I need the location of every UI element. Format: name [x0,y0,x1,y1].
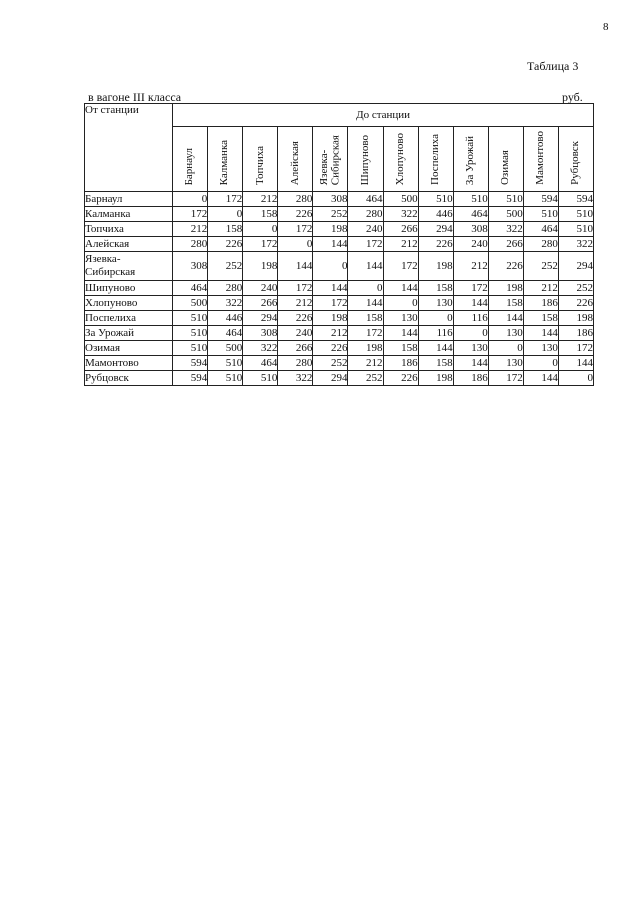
fare-cell: 308 [313,192,348,207]
fare-cell: 510 [453,192,488,207]
fare-cell: 280 [523,237,558,252]
fare-cell: 144 [418,341,453,356]
row-station-label: За Урожай [85,326,173,341]
table-row [85,341,594,356]
fare-cell: 212 [173,222,208,237]
fare-cell: 294 [313,371,348,386]
table-title: Таблица 3 [527,59,579,73]
fare-cell: 172 [558,341,593,356]
fare-cell: 198 [558,311,593,326]
column-header-label: Хлопуново [393,132,406,185]
fare-cell: 0 [453,326,488,341]
fare-cell: 322 [488,222,523,237]
fare-cell: 172 [348,237,383,252]
table-row [85,326,594,341]
fare-cell: 240 [453,237,488,252]
fare-cell: 212 [313,326,348,341]
fare-cell: 130 [383,311,418,326]
fare-cell: 0 [348,281,383,296]
column-header-station [313,127,348,192]
column-header-label: Алейская [288,140,301,185]
fare-cell: 186 [453,371,488,386]
column-header-label: Язевка- Сибирская [317,134,342,185]
fare-cell: 464 [453,207,488,222]
fare-cell: 226 [383,371,418,386]
fare-cell: 186 [558,326,593,341]
row-station-label: Хлопуново [85,296,173,311]
fare-cell: 212 [348,356,383,371]
fare-cell: 198 [313,222,348,237]
page-number: 8 [603,21,609,33]
fare-cell: 510 [173,326,208,341]
fare-cell: 252 [313,207,348,222]
row-station-label: Топчиха [85,222,173,237]
fare-cell: 198 [418,371,453,386]
fare-cell: 172 [243,237,278,252]
fare-cell: 144 [523,371,558,386]
fare-cell: 500 [208,341,243,356]
table-row [85,192,594,207]
fare-cell: 280 [278,192,313,207]
row-station-label: Алейская [85,237,173,252]
fare-cell: 266 [243,296,278,311]
fare-cell: 226 [208,237,243,252]
fare-cell: 594 [173,356,208,371]
fare-cell: 158 [418,281,453,296]
table-caption: в вагоне III класса [88,90,182,104]
fare-cell: 0 [523,356,558,371]
fare-cell: 510 [558,222,593,237]
fare-cell: 144 [278,252,313,281]
fare-cell: 0 [558,371,593,386]
fare-cell: 144 [523,326,558,341]
fare-cell: 116 [418,326,453,341]
fare-cell: 594 [558,192,593,207]
fare-cell: 172 [278,222,313,237]
column-header-station [523,127,558,192]
fare-cell: 130 [523,341,558,356]
fare-cell: 308 [453,222,488,237]
table-row [85,252,594,281]
column-header-label: Барнаул [183,147,196,185]
fare-cell: 158 [348,311,383,326]
fare-cell: 172 [173,207,208,222]
fare-cell: 172 [383,252,418,281]
fare-cell: 510 [208,356,243,371]
column-header-station [173,127,208,192]
row-station-label: Барнаул [85,192,173,207]
fare-cell: 144 [383,326,418,341]
fare-cell: 198 [348,341,383,356]
fare-cell: 594 [173,371,208,386]
fare-cell: 322 [208,296,243,311]
fare-cell: 252 [348,371,383,386]
column-header-label: Рубцовск [569,141,582,185]
fare-cell: 172 [208,192,243,207]
fare-cell: 0 [243,222,278,237]
fare-cell: 510 [558,207,593,222]
fare-cell: 130 [453,341,488,356]
table-row [85,281,594,296]
fare-cell: 212 [453,252,488,281]
fare-cell: 594 [523,192,558,207]
fare-cell: 172 [278,281,313,296]
fare-cell: 280 [208,281,243,296]
fare-cell: 464 [523,222,558,237]
fare-table [84,103,594,386]
fare-cell: 0 [208,207,243,222]
fare-cell: 144 [348,296,383,311]
fare-cell: 464 [173,281,208,296]
fare-cell: 510 [243,371,278,386]
fare-cell: 212 [523,281,558,296]
fare-cell: 464 [348,192,383,207]
from-station-header: От станции [85,104,173,192]
fare-cell: 212 [278,296,313,311]
fare-cell: 322 [278,371,313,386]
fare-cell: 198 [313,311,348,326]
column-header-label: Шипуново [358,134,371,185]
fare-cell: 510 [488,192,523,207]
table-row [85,371,594,386]
fare-cell: 226 [313,341,348,356]
fare-cell: 266 [383,222,418,237]
fare-cell: 226 [418,237,453,252]
fare-cell: 252 [208,252,243,281]
fare-cell: 446 [208,311,243,326]
column-header-station [453,127,488,192]
fare-cell: 144 [313,237,348,252]
fare-cell: 500 [488,207,523,222]
fare-cell: 144 [383,281,418,296]
fare-cell: 240 [278,326,313,341]
row-station-label: Язевка- Сибирская [85,252,173,281]
column-header-label: За Урожай [463,135,476,185]
fare-cell: 172 [348,326,383,341]
column-header-label: Поспелиха [428,134,441,185]
fare-cell: 294 [558,252,593,281]
fare-cell: 322 [243,341,278,356]
row-station-label: Поспелиха [85,311,173,326]
fare-cell: 198 [488,281,523,296]
column-header-station [243,127,278,192]
fare-cell: 130 [488,356,523,371]
fare-cell: 0 [383,296,418,311]
column-header-station [278,127,313,192]
fare-cell: 510 [208,371,243,386]
fare-cell: 510 [418,192,453,207]
fare-cell: 186 [523,296,558,311]
fare-cell: 266 [488,237,523,252]
fare-cell: 446 [418,207,453,222]
fare-cell: 252 [313,356,348,371]
fare-cell: 144 [558,356,593,371]
fare-cell: 130 [418,296,453,311]
column-header-station [348,127,383,192]
row-station-label: Озимая [85,341,173,356]
fare-cell: 226 [488,252,523,281]
column-header-label: Мамонтово [534,131,547,185]
fare-cell: 158 [523,311,558,326]
fare-cell: 226 [278,207,313,222]
table-row [85,356,594,371]
fare-table-body [85,192,594,386]
fare-cell: 0 [418,311,453,326]
fare-cell: 186 [383,356,418,371]
fare-cell: 158 [488,296,523,311]
fare-cell: 322 [558,237,593,252]
fare-cell: 500 [383,192,418,207]
fare-cell: 294 [243,311,278,326]
fare-cell: 198 [243,252,278,281]
fare-cell: 158 [208,222,243,237]
fare-cell: 226 [558,296,593,311]
fare-cell: 510 [173,341,208,356]
fare-cell: 252 [558,281,593,296]
fare-cell: 144 [488,311,523,326]
fare-cell: 322 [383,207,418,222]
table-row [85,222,594,237]
fare-cell: 464 [208,326,243,341]
fare-cell: 144 [313,281,348,296]
fare-cell: 500 [173,296,208,311]
currency-unit: руб. [562,90,583,104]
table-row [85,207,594,222]
fare-cell: 294 [418,222,453,237]
fare-cell: 308 [243,326,278,341]
fare-cell: 252 [523,252,558,281]
header-row-top [85,104,594,127]
fare-cell: 144 [453,296,488,311]
fare-cell: 280 [348,207,383,222]
table-row [85,296,594,311]
row-station-label: Шипуново [85,281,173,296]
fare-cell: 144 [453,356,488,371]
fare-cell: 510 [523,207,558,222]
column-header-station [418,127,453,192]
column-header-label: Озимая [498,149,511,185]
fare-cell: 308 [173,252,208,281]
fare-cell: 0 [173,192,208,207]
fare-cell: 280 [173,237,208,252]
column-header-station [208,127,243,192]
fare-cell: 0 [488,341,523,356]
fare-cell: 240 [243,281,278,296]
column-header-label: Калманка [218,139,231,185]
fare-cell: 198 [418,252,453,281]
fare-cell: 464 [243,356,278,371]
column-header-station [488,127,523,192]
fare-cell: 212 [243,192,278,207]
fare-cell: 280 [278,356,313,371]
fare-cell: 116 [453,311,488,326]
fare-cell: 212 [383,237,418,252]
fare-cell: 510 [173,311,208,326]
fare-cell: 172 [453,281,488,296]
row-station-label: Калманка [85,207,173,222]
fare-cell: 172 [313,296,348,311]
fare-cell: 240 [348,222,383,237]
fare-cell: 144 [348,252,383,281]
fare-cell: 158 [243,207,278,222]
fare-cell: 266 [278,341,313,356]
fare-cell: 0 [278,237,313,252]
to-station-header: До станции [173,104,594,127]
fare-cell: 172 [488,371,523,386]
table-row [85,311,594,326]
fare-cell: 158 [418,356,453,371]
fare-cell: 130 [488,326,523,341]
column-header-label: Топчиха [253,146,266,185]
table-row [85,237,594,252]
row-station-label: Рубцовск [85,371,173,386]
fare-cell: 0 [313,252,348,281]
column-header-station [558,127,593,192]
fare-cell: 158 [383,341,418,356]
column-header-station [383,127,418,192]
row-station-label: Мамонтово [85,356,173,371]
fare-cell: 226 [278,311,313,326]
